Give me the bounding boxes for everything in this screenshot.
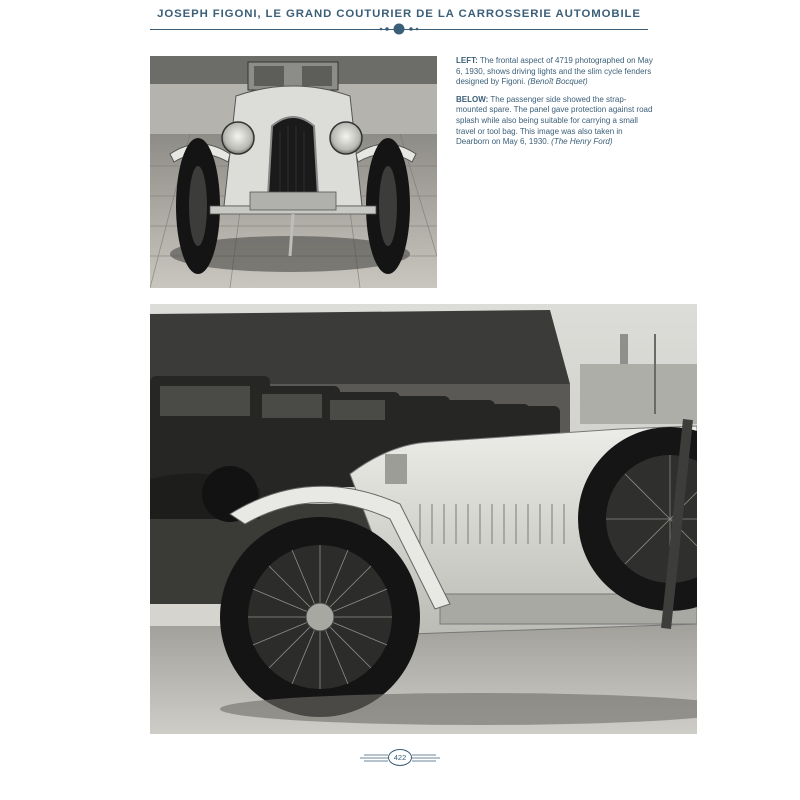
caption-left-text: The frontal aspect of 4719 photographed on May 6, 1930, shows driving lights and the slim cycle fenders designed by Figoni. [456,56,653,87]
caption-below-text: The passenger side showed the strap-mounted spare. The panel gave protection against road splash while also being suitable for carrying a small travel or tool bag. This image was also taken in Dearborn on May 6, 1930. [456,94,653,147]
caption-below-lead: BELOW: [456,94,489,104]
page-number: 422 [388,749,412,766]
caption-left [456,56,654,88]
running-head: JOSEPH FIGONI, LE GRAND COUTURIER DE LA CARROSSERIE AUTOMOBILE [157,8,641,20]
photo-side-view [150,304,697,734]
caption-below [456,95,654,148]
caption-block [456,56,654,155]
caption-left-credit: (Benoît Bocquet) [527,77,588,87]
caption-left-lead: LEFT: [456,56,478,65]
page-number-ornament [350,747,450,769]
photo-front-view [150,56,437,288]
header-ornament [150,22,648,36]
caption-below-credit: (The Henry Ford) [551,137,613,147]
